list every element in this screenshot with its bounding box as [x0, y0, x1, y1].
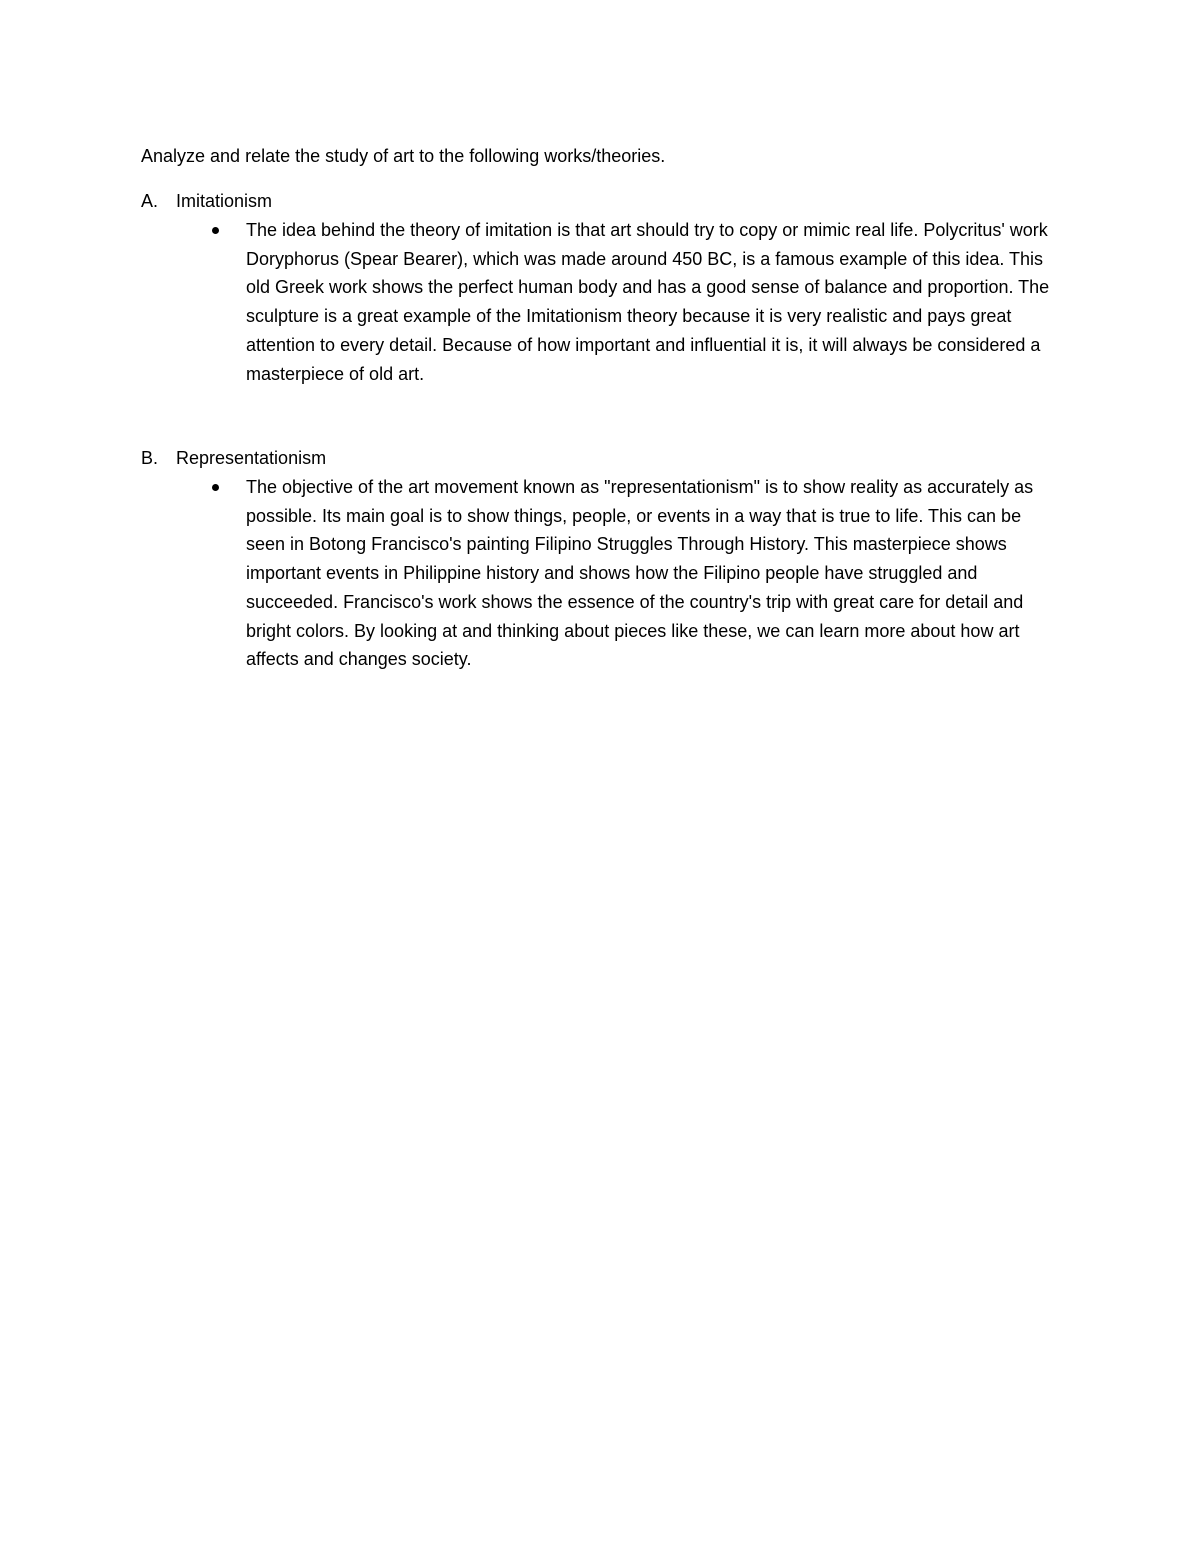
intro-prompt: Analyze and relate the study of art to the following works/theories.: [141, 146, 666, 166]
bullet-item: [141, 216, 1081, 388]
bullet-item: [141, 473, 1081, 674]
section-letter: A.: [141, 191, 159, 211]
section-representationism: [141, 444, 1081, 674]
section-title: Representationism: [176, 448, 327, 468]
bullet-icon: [141, 473, 246, 674]
bullet-text: The objective of the art movement known as "representationism" is to show reality as accurately as possible. Its main goal is to show things, people, or events in a way that is true to life. This can be seen in Botong Francisco's painting Filipino Struggles Through History. This masterpiece shows important events in Philippine history and shows how the Filipino people have struggled and succeeded. Francisco's work shows the essence of the country's trip with great care for detail and bright colors. By looking at and thinking about pieces like these, we can learn more about how art affects and changes society.: [246, 477, 1034, 670]
bullet-text: The idea behind the theory of imitation is that art should try to copy or mimic real life. Polycritus' work Doryphorus (Spear Bearer), which was made around 450 BC, is a famous example of this idea. This old Greek work shows the perfect human body and has a good sense of balance and proportion. The sculpture is a great example of the Imitationism theory because it is very realistic and pays great attention to every detail. Because of how important and influential it is, it will always be considered a masterpiece of old art.: [246, 220, 1050, 384]
section-letter: B.: [141, 448, 159, 468]
section-heading: [141, 187, 1081, 215]
bullet-icon: [141, 216, 246, 388]
section-imitationism: [141, 187, 1081, 388]
section-title: Imitationism: [176, 191, 273, 211]
section-heading: [141, 444, 1081, 472]
